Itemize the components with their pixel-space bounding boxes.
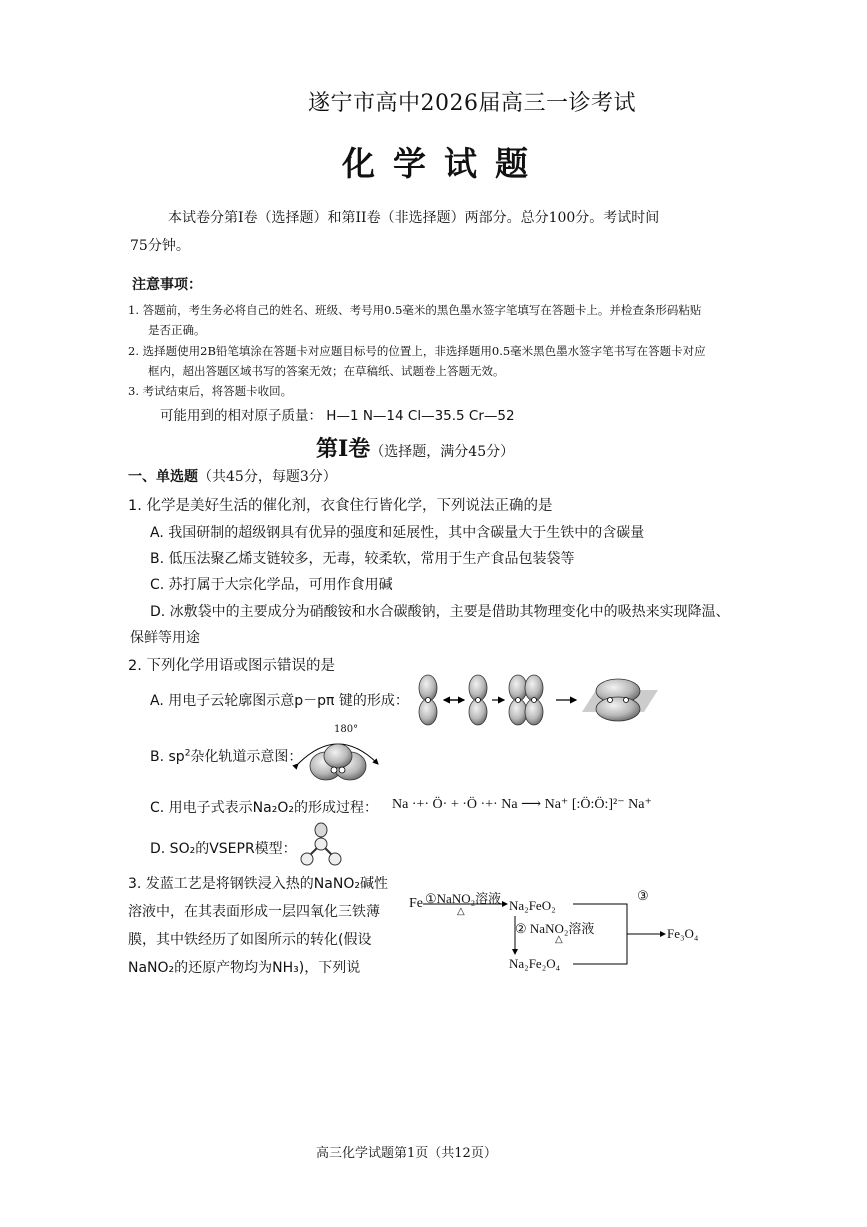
notice-title: 注意事项：	[132, 277, 202, 293]
q2-option-b-sup: 2	[184, 748, 191, 759]
q2-option-d: D. SO₂的VSEPR模型：	[150, 841, 297, 857]
fe-conversion-diagram	[405, 884, 735, 976]
notice-item-3: 3. 考试结束后，将答题卡收回。	[128, 384, 293, 398]
notice-item-2	[128, 341, 748, 381]
section-heading	[128, 466, 337, 486]
so2-vsepr-model	[298, 822, 344, 868]
diagram-step-3: ③	[637, 888, 649, 903]
overlapping-orbitals	[509, 675, 543, 725]
p-orbital-2	[469, 675, 487, 725]
pp-pi-orbital-diagram	[410, 672, 660, 728]
notice-item-1	[128, 300, 748, 340]
notice-item-1-line-2: 是否正确。	[148, 323, 206, 337]
section-title: 一、单选题	[128, 469, 198, 485]
page-footer: 高三化学试题第1页（共12页）	[316, 1146, 497, 1161]
diagram-na2fe2o4: Na₂Fe₂O₄	[509, 956, 561, 971]
na2o2-formation-equation: Na ·+· Ö· + ·Ö ·+· Na ⟶ Na⁺ [:Ö:Ö:]²⁻ Na⁺	[392, 797, 652, 812]
q1-stem: 1. 化学是美好生活的催化剂，衣食住行皆化学，下列说法正确的是	[128, 498, 553, 514]
notice-item-2-line-2: 框内，超出答题区域书写的答案无效；在草稿纸、试题卷上答题无效。	[148, 364, 505, 378]
q2-option-a: A. 用电子云轮廓图示意p－pπ 键的形成：	[150, 693, 409, 709]
diagram-arrows	[405, 884, 735, 976]
q2-option-b	[150, 746, 302, 766]
q2-option-b-prefix: B. sp	[150, 749, 185, 765]
intro-paragraph	[132, 204, 752, 260]
p-orbital-1	[419, 675, 437, 725]
volume-heading	[316, 432, 514, 463]
pi-bond	[582, 679, 658, 721]
intro-line-2: 75分钟。	[130, 238, 190, 254]
subject-title: 化学试题	[342, 144, 546, 183]
q1-option-b: B. 低压法聚乙烯支链较多，无毒，较柔软，常用于生产食品包装袋等	[150, 551, 575, 567]
diagram-heat-2: △	[555, 934, 563, 945]
diagram-step-2: ② NaNO₂溶液	[515, 921, 595, 936]
section-note: （共45分，每题3分）	[198, 469, 337, 485]
q2-option-c: C. 用电子式表示Na₂O₂的形成过程：	[150, 800, 378, 816]
q1-option-d-line-1: D. 冰敷袋中的主要成分为硝酸铵和水合碳酸钠，主要是借助其物理变化中的吸热来实现降温、	[150, 604, 730, 620]
atomic-masses: 可能用到的相对原子质量： H—1 N—14 Cl—35.5 Cr—52	[160, 408, 515, 424]
notice-item-1-line-1: 1. 答题前，考生务必将自己的姓名、班级、考号用0.5毫米的黑色墨水签字笔填写在答题卡上。并检查条形码粘贴	[128, 303, 702, 317]
q1-option-a: A. 我国研制的超级钢具有优异的强度和延展性，其中含碳量大于生铁中的含碳量	[150, 525, 645, 541]
diagram-step-1: ①NaNO₂溶液	[425, 891, 502, 906]
intro-line-1: 本试卷分第Ⅰ卷（选择题）和第II卷（非选择题）两部分。总分100分。考试时间	[168, 210, 660, 226]
q1-option-c: C. 苏打属于大宗化学品，可用作食用碱	[150, 577, 393, 593]
exam-title: 遂宁市高中2026届高三一诊考试	[308, 91, 636, 116]
notice-item-2-line-1: 2. 选择题使用2B铅笔填涂在答题卡对应题目标号的位置上，非选择题用0.5毫米黑色墨水签字笔书写在答题卡对应	[128, 344, 706, 358]
diagram-na2feo2: Na₂FeO₂	[509, 898, 556, 913]
volume-note: （选择题，满分45分）	[370, 444, 515, 460]
sp2-angle-label: 180°	[334, 724, 359, 735]
q1-option-d-line-2: 保鲜等用途	[130, 630, 200, 646]
q2-stem: 2. 下列化学用语或图示错误的是	[128, 658, 335, 674]
diagram-fe: Fe	[409, 896, 423, 911]
q2-option-b-text: 杂化轨道示意图：	[190, 749, 303, 765]
sp2-hybrid-orbital-diagram	[292, 734, 384, 784]
volume-title: 第Ⅰ卷	[316, 436, 371, 462]
diagram-fe3o4: Fe₃O₄	[667, 926, 699, 941]
q3-stem: 3. 发蓝工艺是将钢铁浸入热的NaNO₂碱性溶液中，在其表面形成一层四氧化三铁薄膜，其中铁经历了如图所示的转化(假设NaNO₂的还原产物均为NH₃)，下列说	[128, 876, 388, 976]
diagram-heat-1: △	[457, 906, 465, 917]
